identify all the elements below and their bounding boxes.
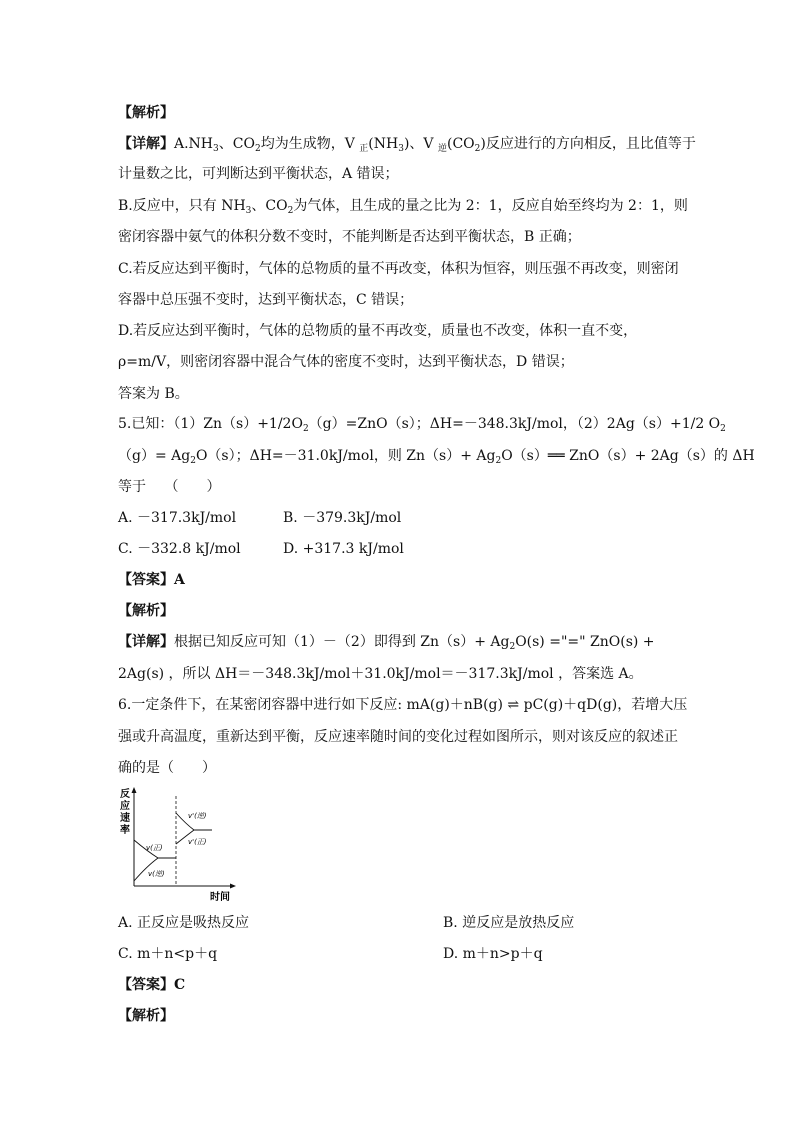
text-line-l20: 确的是（ ）: [118, 760, 216, 776]
text-line-l15: 【解析】: [118, 603, 174, 619]
label-v-reverse: v(逆): [148, 870, 165, 878]
text-line-l18: 6.一定条件下，在某密闭容器中进行如下反应: mA(g)＋nB(g) ⇌ pC(g)＋qD(g)，若增大压: [118, 697, 688, 713]
text-line-l14: 【答案】A: [118, 572, 185, 588]
text-line-l11: 5.已知：$(1)Zn(s)+1/2O_2(g)=ZnO(s)$；ΔH=－348.3kJ/mol，（2）2Ag（s）+1/2 $O_2$: [118, 416, 726, 434]
rate-time-graph: [112, 786, 242, 904]
x-label: 时间: [210, 892, 230, 903]
text-line-l22: 【解析】: [118, 1008, 174, 1024]
x-axis-arrow: [230, 884, 236, 889]
text-line-o2: B. －379.3kJ/mol: [283, 510, 402, 526]
text-line-l4: B.反应中，只有 $NH_3$、$CO_2$为气体，且生成的量之比为 2：1，反应自始至终均为 2：1，则: [118, 198, 688, 216]
label-v-forward-prime: v'(正): [188, 838, 207, 846]
text-line-o4: D. +317.3 kJ/mol: [283, 541, 404, 557]
text-line-l12: $(g)= Ag_2O(s)$；ΔH=－31.0kJ/mol，则 $Zn(s)+ Ag_2O(s)══$ ZnO（s）+ 2Ag（s）的 ΔH: [118, 448, 755, 466]
text-line-p1: A. 正反应是吸热反应: [118, 915, 250, 931]
text-line-l3: 计量数之比，可判断达到平衡状态，A 错误；: [118, 166, 399, 182]
text-line-l7: 容器中总压强不变时，达到平衡状态，C 错误；: [118, 292, 414, 308]
text-line-l16: 【详解】根据已知反应可知（1）－（2）即得到 $Zn(s)+ Ag_2O(s)$ ="=" ZnO(s) +: [118, 634, 655, 652]
y-label-4: 率: [120, 825, 130, 836]
text-line-l1: 【解析】: [118, 105, 174, 121]
text-line-l9: ρ=m/V，则密闭容器中混合气体的密度不变时，达到平衡状态，D 错误；: [118, 354, 574, 370]
text-line-l2: 【详解】$A.NH_3$、$CO_2$均为生成物，V $_正(NH_3)$、V $_逆(CO_2)$反应进行的方向相反，且比值等于: [118, 136, 696, 154]
text-line-l10: 答案为 B。: [118, 386, 189, 402]
text-line-p3: C. m＋n<p＋q: [118, 946, 218, 962]
text-line-l21: 【答案】C: [118, 977, 186, 993]
label-v-forward: v(正): [146, 844, 163, 852]
text-line-l6: C.若反应达到平衡时，气体的总物质的量不再改变，体积为恒容，则压强不再改变，则密闭: [118, 261, 679, 277]
text-line-l19: 强或升高温度，重新达到平衡，反应速率随时间的变化过程如图所示，则对该反应的叙述正: [118, 729, 678, 745]
y-label-2: 应: [120, 801, 130, 812]
text-line-p2: B. 逆反应是放热反应: [443, 915, 575, 931]
text-line-l8: D.若反应达到平衡时，气体的总物质的量不再改变，质量也不改变，体积一直不变，: [118, 323, 638, 339]
text-line-p4: D. m＋n>p＋q: [443, 946, 543, 962]
text-line-l5: 密闭容器中氨气的体积分数不变时，不能判断是否达到平衡状态，B 正确；: [118, 229, 581, 245]
text-line-o3: C. －332.8 kJ/mol: [118, 541, 241, 557]
text-line-o1: A. －317.3kJ/mol: [118, 510, 237, 526]
y-axis-arrow: [132, 787, 137, 793]
y-label-1: 反: [120, 789, 130, 800]
y-label-3: 速: [120, 813, 130, 824]
label-v-reverse-prime: v'(逆): [188, 812, 207, 820]
text-line-l13: 等于 （ ）: [118, 479, 221, 495]
text-line-l17: 2Ag(s) ，所以 ΔH＝－348.3kJ/mol＋31.0kJ/mol＝－317.3kJ/mol ，答案选 A。: [118, 666, 643, 682]
